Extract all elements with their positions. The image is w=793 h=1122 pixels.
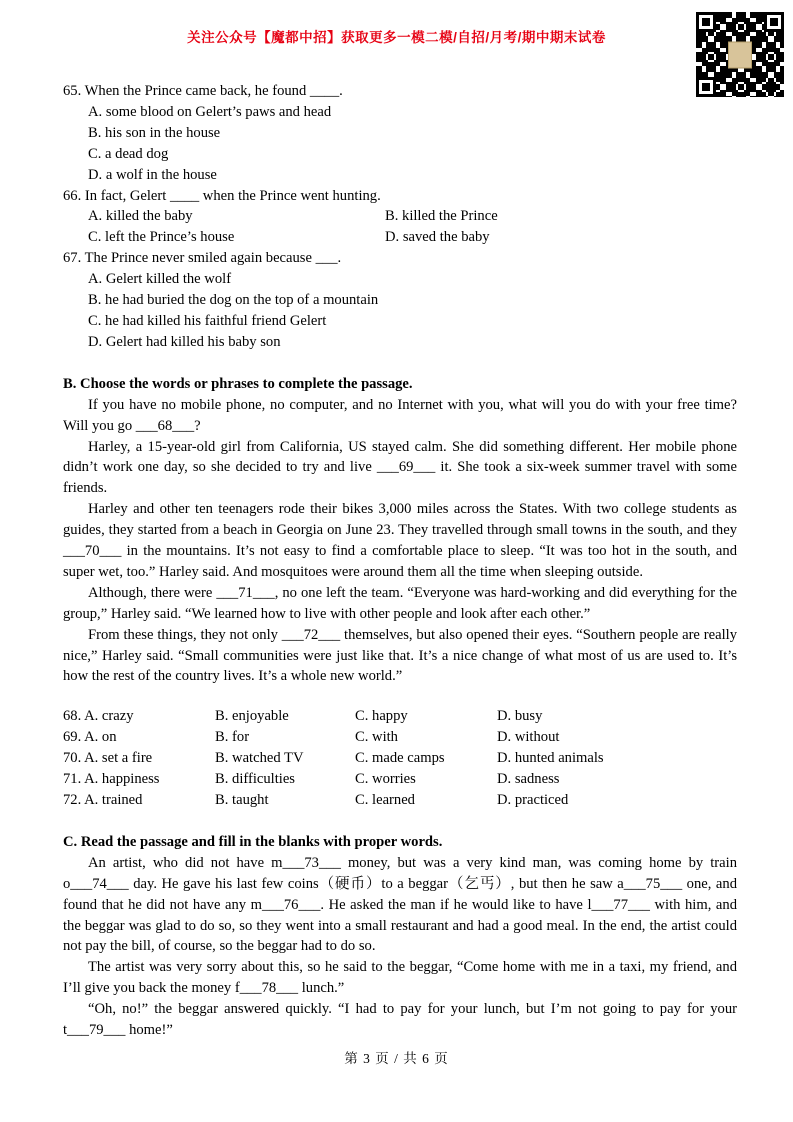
- question-67-option-a: A. Gelert killed the wolf: [88, 271, 232, 288]
- cloze-row-68: [63, 706, 737, 727]
- question-66-option-b: B. killed the Prince: [385, 208, 498, 225]
- cloze-68-a: 68. A. crazy: [63, 708, 134, 725]
- question-65-option-d: D. a wolf in the house: [88, 166, 217, 183]
- section-c-paragraph-3: “Oh, no!” the beggar answered quickly. “I had to pay for your lunch, but I’m not going to pay for your t___79___ home!”: [63, 1001, 737, 1039]
- cloze-69-b: B. for: [215, 729, 250, 746]
- question-66-option-d: D. saved the baby: [385, 229, 490, 246]
- section-b-paragraph-5: From these things, they not only ___72___ themselves, but also opened their eyes. “Southern people are really nice,” Harley said. “Small communities were just like that. It’s a nice change of what most of us are used to. It’s how the rest of the country lives. It’s a whole new world.”: [63, 626, 737, 685]
- section-b-paragraph-4: Although, there were ___71___, no one left the team. “Everyone was hard-working and did everything for the group,” Harley said. “We learned how to live with other people and look after each other.”: [63, 584, 737, 622]
- cloze-68-d: D. busy: [497, 708, 543, 725]
- cloze-70-a: 70. A. set a fire: [63, 750, 153, 767]
- cloze-72-b: B. taught: [215, 792, 269, 808]
- section-b-paragraph-1: If you have no mobile phone, no computer, and no Internet with you, what will you do with your free time? Will you go ___68___?: [63, 396, 737, 434]
- section-b-paragraph-3: Harley and other ten teenagers rode their bikes 3,000 miles across the States. With two college students as guides, they started from a beach in Georgia on June 23. They travelled through small towns in the south, and they ___70___ in the mountains. It’s not easy to find a comfortable place to sleep. “It was too hot in the south, and super wet, too.” Harley said. And mosquitoes were around them all the time when sleeping outside.: [63, 501, 737, 580]
- question-65-option-b: B. his son in the house: [88, 124, 221, 141]
- cloze-72-c: C. learned: [355, 792, 415, 808]
- cloze-70-c: C. made camps: [355, 750, 445, 767]
- question-67-option-d: D. Gelert had killed his baby son: [88, 333, 281, 350]
- cloze-72-d: D. practiced: [497, 792, 569, 808]
- question-65-option-c: C. a dead dog: [88, 145, 169, 162]
- qr-finder-top-right: [764, 12, 784, 32]
- cloze-row-72: [63, 790, 737, 811]
- questions-65-67: [63, 81, 737, 353]
- cloze-71-b: B. difficulties: [215, 771, 295, 788]
- qr-code-icon: [692, 8, 788, 101]
- page-content: [63, 81, 737, 1041]
- cloze-69-a: 69. A. on: [63, 729, 117, 746]
- wechat-banner-text: 关注公众号【魔都中招】获取更多一模二模/自招/月考/期中期末试卷: [187, 30, 606, 45]
- qr-finder-top-left: [696, 12, 716, 32]
- cloze-options-table: [63, 706, 737, 811]
- qr-center-logo: [728, 41, 752, 68]
- question-66-stem: 66. In fact, Gelert ____ when the Prince went hunting.: [63, 187, 381, 204]
- question-66-option-a: A. killed the baby: [88, 208, 193, 225]
- section-c-paragraph-1: An artist, who did not have m___73___ money, but was a very kind man, was coming home by train o___74___ day. He gave his last few coins（硬币）to a beggar（乞丐）, but then he saw a___75___ one, and found that he did not have any m___76___. He asked the man if he would like to have l___77___ with him, and the beggar was glad to do so, so they went into a small restaurant and had a good meal. In the end, the artist could not pay the bill, of course, so the beggar had to do so.: [63, 854, 737, 955]
- cloze-69-d: D. without: [497, 729, 560, 746]
- cloze-row-70: [63, 748, 737, 769]
- section-c-heading: C. Read the passage and fill in the blanks with proper words.: [63, 833, 443, 850]
- cloze-71-c: C. worries: [355, 771, 416, 788]
- section-b-paragraph-2: Harley, a 15-year-old girl from California, US stayed calm. She did something different. Her mobile phone didn’t work one day, so she decided to try and live ___69___ it. She took a six-week summer travel with some friends.: [63, 438, 737, 497]
- cloze-72-a: 72. A. trained: [63, 792, 143, 808]
- section-b-heading: B. Choose the words or phrases to complete the passage.: [63, 375, 413, 392]
- question-66-option-c: C. left the Prince’s house: [88, 229, 235, 246]
- question-65-option-a: A. some blood on Gelert’s paws and head: [88, 103, 332, 120]
- cloze-row-71: [63, 769, 737, 790]
- cloze-71-a: 71. A. happiness: [63, 771, 160, 788]
- section-c-paragraph-2: The artist was very sorry about this, so he said to the beggar, “Come home with me in a taxi, my friend, and I’ll give you back the money f___78___ lunch.”: [63, 959, 737, 997]
- qr-finder-bottom-left: [696, 77, 716, 97]
- question-65-stem: 65. When the Prince came back, he found ____.: [63, 83, 343, 99]
- cloze-71-d: D. sadness: [497, 771, 560, 788]
- cloze-70-b: B. watched TV: [215, 750, 304, 767]
- question-66-options-row-2: [63, 227, 737, 248]
- question-66-options-row-1: [63, 206, 737, 227]
- cloze-69-c: C. with: [355, 729, 398, 746]
- question-67-option-b: B. he had buried the dog on the top of a mountain: [88, 292, 379, 309]
- cloze-68-c: C. happy: [355, 708, 408, 725]
- question-67-stem: 67. The Prince never smiled again because ___.: [63, 250, 342, 267]
- page-number: 第 3 页 / 共 6 页: [344, 1050, 449, 1066]
- cloze-68-b: B. enjoyable: [215, 708, 289, 725]
- question-67-option-c: C. he had killed his faithful friend Gelert: [88, 312, 327, 329]
- cloze-70-d: D. hunted animals: [497, 750, 604, 767]
- cloze-row-69: [63, 727, 737, 748]
